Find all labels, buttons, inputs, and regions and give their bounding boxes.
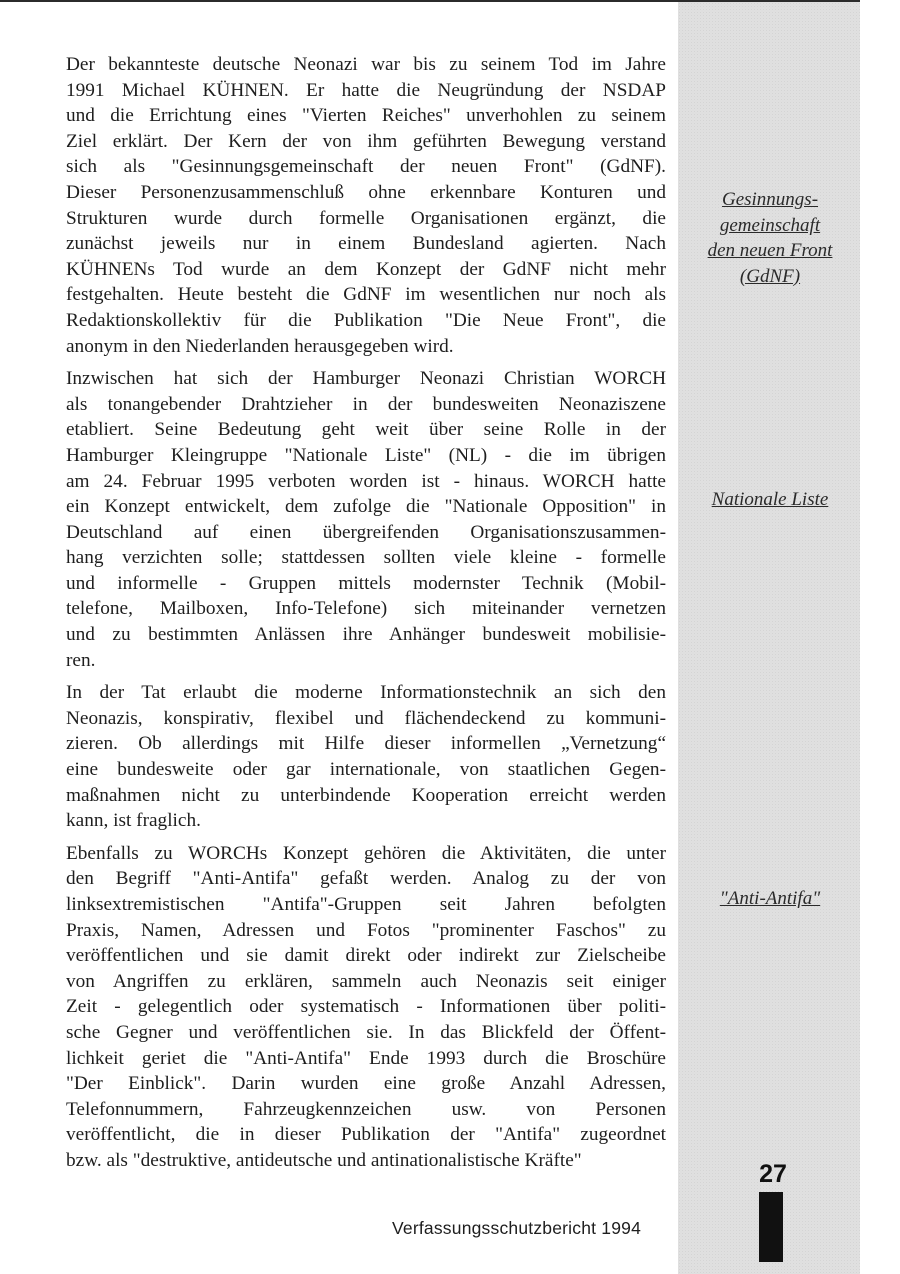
text-line: "Der Einblick". Darin wurden eine große Anzahl Adressen, <box>66 1073 666 1095</box>
body-text <box>66 52 666 1181</box>
text-line: hang verzichten solle; stattdessen sollten viele kleine - formelle <box>66 547 666 569</box>
text-line: am 24. Februar 1995 verboten worden ist - hinaus. WORCH hatte <box>66 470 666 492</box>
margin-note-line: den neuen Front <box>707 240 833 261</box>
text-line: Telefonnummern, Fahrzeugkennzeichen usw. von Personen <box>66 1098 666 1120</box>
text-line: zunächst jeweils nur in einem Bundesland agierten. Nach <box>66 233 666 255</box>
text-line: 1991 Michael KÜHNEN. Er hatte die Neugründung der NSDAP <box>66 79 666 101</box>
text-line: Hamburger Kleingruppe "Nationale Liste" (NL) - die im übrigen <box>66 444 666 466</box>
text-line: von Angriffen zu erklären, sammeln auch Neonazis seit einiger <box>66 970 666 992</box>
text-line: maßnahmen nicht zu unterbindende Kooperation erreicht werden <box>66 784 666 806</box>
text-line: linksextremistischen "Antifa"-Gruppen seit Jahren befolgten <box>66 894 666 915</box>
text-line: ren. <box>66 649 96 671</box>
text-line: Dieser Personenzusammenschluß ohne erkennbare Konturen und <box>66 181 666 203</box>
margin-note-line: Gesinnungs- <box>721 189 819 210</box>
paragraph <box>66 680 666 834</box>
text-line: bzw. als "destruktive, antideutsche und antinationalistische Kräfte" <box>66 1149 582 1171</box>
margin-note-line: gemeinschaft <box>719 214 821 236</box>
text-line: Zeit - gelegentlich oder systematisch - Informationen über politi- <box>66 996 666 1018</box>
text-line: Inzwischen hat sich der Hamburger Neonazi Christian WORCH <box>66 368 666 390</box>
text-line: Praxis, Namen, Adressen und Fotos "prominenter Faschos" zu <box>66 919 666 941</box>
text-line: anonym in den Niederlanden herausgegeben wird. <box>66 335 454 357</box>
page-marker-bar <box>759 1192 783 1262</box>
paragraph <box>66 841 666 1174</box>
text-line: veröffentlicht, die in dieser Publikation der "Antifa" zugeordnet <box>66 1124 666 1146</box>
text-line: und zu bestimmten Anlässen ihre Anhänger bundesweit mobilisie- <box>66 624 666 646</box>
paragraph <box>66 366 666 673</box>
text-line: Deutschland auf einen übergreifenden Organisationszusammen- <box>66 521 666 543</box>
margin-note-nationale-liste <box>680 487 860 513</box>
text-line: Neonazis, konspirativ, flexibel und flächendeckend zu kommuni- <box>66 707 666 729</box>
text-line: eine bundesweite oder gar internationale, von staatlichen Gegen- <box>66 759 666 781</box>
text-line: festgehalten. Heute besteht die GdNF im wesentlichen nur noch als <box>66 284 666 306</box>
text-line: und informelle - Gruppen mittels modernster Technik (Mobil- <box>66 572 666 594</box>
text-line: zieren. Ob allerdings mit Hilfe dieser informellen „Vernetzung“ <box>66 733 666 755</box>
text-line: lichkeit geriet die "Anti-Antifa" Ende 1993 durch die Broschüre <box>66 1047 666 1069</box>
paragraph <box>66 52 666 359</box>
footer-title: Verfassungsschutzbericht 1994 <box>392 1218 642 1238</box>
text-line: sche Gegner und veröffentlichen sie. In das Blickfeld der Öffent- <box>66 1021 666 1043</box>
text-line: kann, ist fraglich. <box>66 810 201 832</box>
margin-note-line: "Anti-Antifa" <box>719 888 821 909</box>
text-line: KÜHNENs Tod wurde an dem Konzept der GdNF nicht mehr <box>66 258 666 280</box>
text-line: und die Errichtung eines "Vierten Reiches" unverhohlen zu seinem <box>66 105 666 127</box>
text-line: Ebenfalls zu WORCHs Konzept gehören die Aktivitäten, die unter <box>66 842 666 864</box>
margin-note-gdnf <box>680 187 860 289</box>
margin-note-line: (GdNF) <box>739 265 801 287</box>
text-line: als tonangebender Drahtzieher in der bundesweiten Neonaziszene <box>66 393 666 415</box>
text-line: etabliert. Seine Bedeutung geht weit über seine Rolle in der <box>66 419 666 441</box>
margin-note-anti-antifa <box>680 886 860 912</box>
text-line: sich als "Gesinnungsgemeinschaft der neuen Front" (GdNF). <box>66 156 666 178</box>
margin-note-line: Nationale Liste <box>711 489 829 510</box>
text-line: veröffentlichen und sie damit direkt oder indirekt zur Zielscheibe <box>66 945 666 967</box>
text-line: telefone, Mailboxen, Info-Telefone) sich miteinander vernetzen <box>66 598 666 620</box>
text-line: Der bekannteste deutsche Neonazi war bis zu seinem Tod im Jahre <box>66 54 666 75</box>
text-line: ein Konzept entwickelt, dem zufolge die "Nationale Opposition" in <box>66 496 666 518</box>
text-line: den Begriff "Anti-Antifa" gefaßt werden. Analog zu der von <box>66 868 666 890</box>
text-line: Ziel erklärt. Der Kern der von ihm geführten Bewegung verstand <box>66 130 666 152</box>
text-line: In der Tat erlaubt die moderne Informationstechnik an sich den <box>66 682 666 704</box>
text-line: Redaktionskollektiv für die Publikation "Die Neue Front", die <box>66 309 666 331</box>
page-number: 27 <box>759 1160 787 1188</box>
text-line: Strukturen wurde durch formelle Organisationen ergänzt, die <box>66 207 666 229</box>
